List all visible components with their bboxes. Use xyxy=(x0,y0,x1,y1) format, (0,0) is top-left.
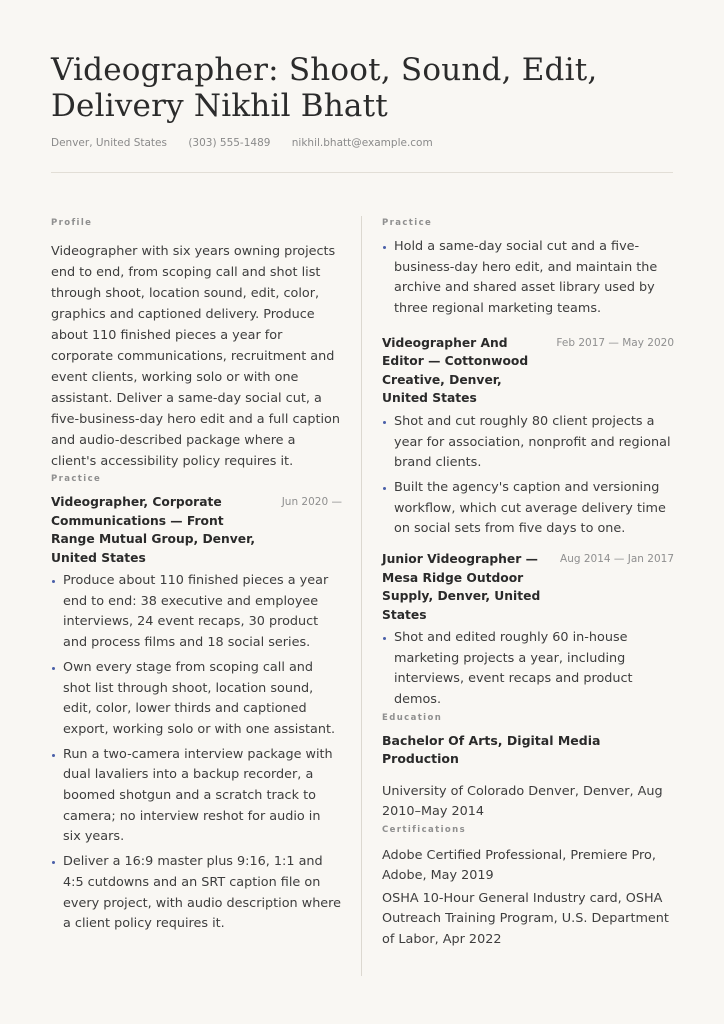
job-date: Feb 2017 — May 2020 xyxy=(556,336,674,349)
list-item: Shot and cut roughly 80 client projects a year for association, nonprofit and regional brand clients. xyxy=(382,412,674,474)
section-label-practice: Practice xyxy=(382,218,433,228)
list-item: Deliver a 16:9 master plus 9:16, 1:1 and 4:5 cutdowns and an SRT caption file on every project, with audio description where a client policy requires it. xyxy=(51,852,342,935)
list-item: Hold a same-day social cut and a five-business-day hero edit, and maintain the archive and shared asset library used by three regional marketing teams. xyxy=(382,237,674,320)
section-label-certifications: Certifications xyxy=(382,824,467,835)
job-title: Videographer And Editor — Cottonwood Creative, Denver, United States xyxy=(382,335,529,406)
job-bullets xyxy=(382,237,674,320)
education-school: University of Colorado Denver, Denver, Aug 2010–May 2014 xyxy=(382,783,663,820)
job-bullets xyxy=(51,571,342,935)
job-header xyxy=(382,334,674,408)
job-date: Aug 2014 — Jan 2017 xyxy=(560,553,674,566)
job-title: Videographer, Corporate Communications — Front Range Mutual Group, Denver, United States xyxy=(51,495,256,565)
job-bullets xyxy=(382,628,674,711)
column-divider xyxy=(361,216,362,976)
list-item: Shot and edited roughly 60 in-house marketing projects a year, including interviews, event recaps and product demos. xyxy=(382,628,674,711)
job-title: Junior Videographer — Mesa Ridge Outdoor Supply, Denver, United States xyxy=(382,552,541,622)
list-item: Own every stage from scoping call and shot list through shoot, location sound, edit, color, lower thirds and captioned export, working solo or with one assistant. xyxy=(51,658,342,741)
phone-text: (303) 555-1489 xyxy=(188,137,271,149)
job-header xyxy=(51,493,342,567)
section-label-practice: Practice xyxy=(51,474,102,484)
contact-line xyxy=(51,137,451,149)
location-text: Denver, United States xyxy=(51,137,167,149)
list-item: Produce about 110 finished pieces a year end to end: 38 executive and employee interviews, 24 event recaps, 30 product and process films and 18 social series. xyxy=(51,571,342,654)
email-text: nikhil.bhatt@example.com xyxy=(291,137,433,149)
job-header xyxy=(382,550,674,624)
job-date: Jun 2020 — xyxy=(281,496,342,508)
list-item: Built the agency's caption and versioning workflow, which cut average delivery time on social sets from five days to one. xyxy=(382,478,674,540)
resume-title: Videographer: Shoot, Sound, Edit, Delivery Nikhil Bhatt xyxy=(51,52,598,124)
header-divider xyxy=(51,172,673,173)
education-degree: Bachelor Of Arts, Digital Media Production xyxy=(382,732,601,766)
section-label-profile: Profile xyxy=(51,218,93,228)
job-bullets xyxy=(382,412,674,540)
left-column xyxy=(51,218,342,935)
certification-item: OSHA 10-Hour General Industry card, OSHA Outreach Training Program, U.S. Department of Labor, Apr 2022 xyxy=(382,890,669,947)
profile-summary: Videographer with six years owning projects end to end, from scoping call and shot list through shoot, location sound, edit, color, graphics and captioned delivery. Produce about 110 finished pieces a year for corporate communications, recruitment and event clients, working solo or with one assistant. Deliver a same-day social cut, a five-business-day hero edit and a full caption and audio-described package where a client's accessibility policy requires it. xyxy=(51,244,340,469)
certification-item: Adobe Certified Professional, Premiere Pro, Adobe, May 2019 xyxy=(382,847,656,884)
right-column xyxy=(382,218,674,950)
section-label-education: Education xyxy=(382,712,443,723)
list-item: Run a two-camera interview package with dual lavaliers into a backup recorder, a boomed shotgun and a scratch track to camera; no interview reshot for audio in six years. xyxy=(51,745,342,849)
